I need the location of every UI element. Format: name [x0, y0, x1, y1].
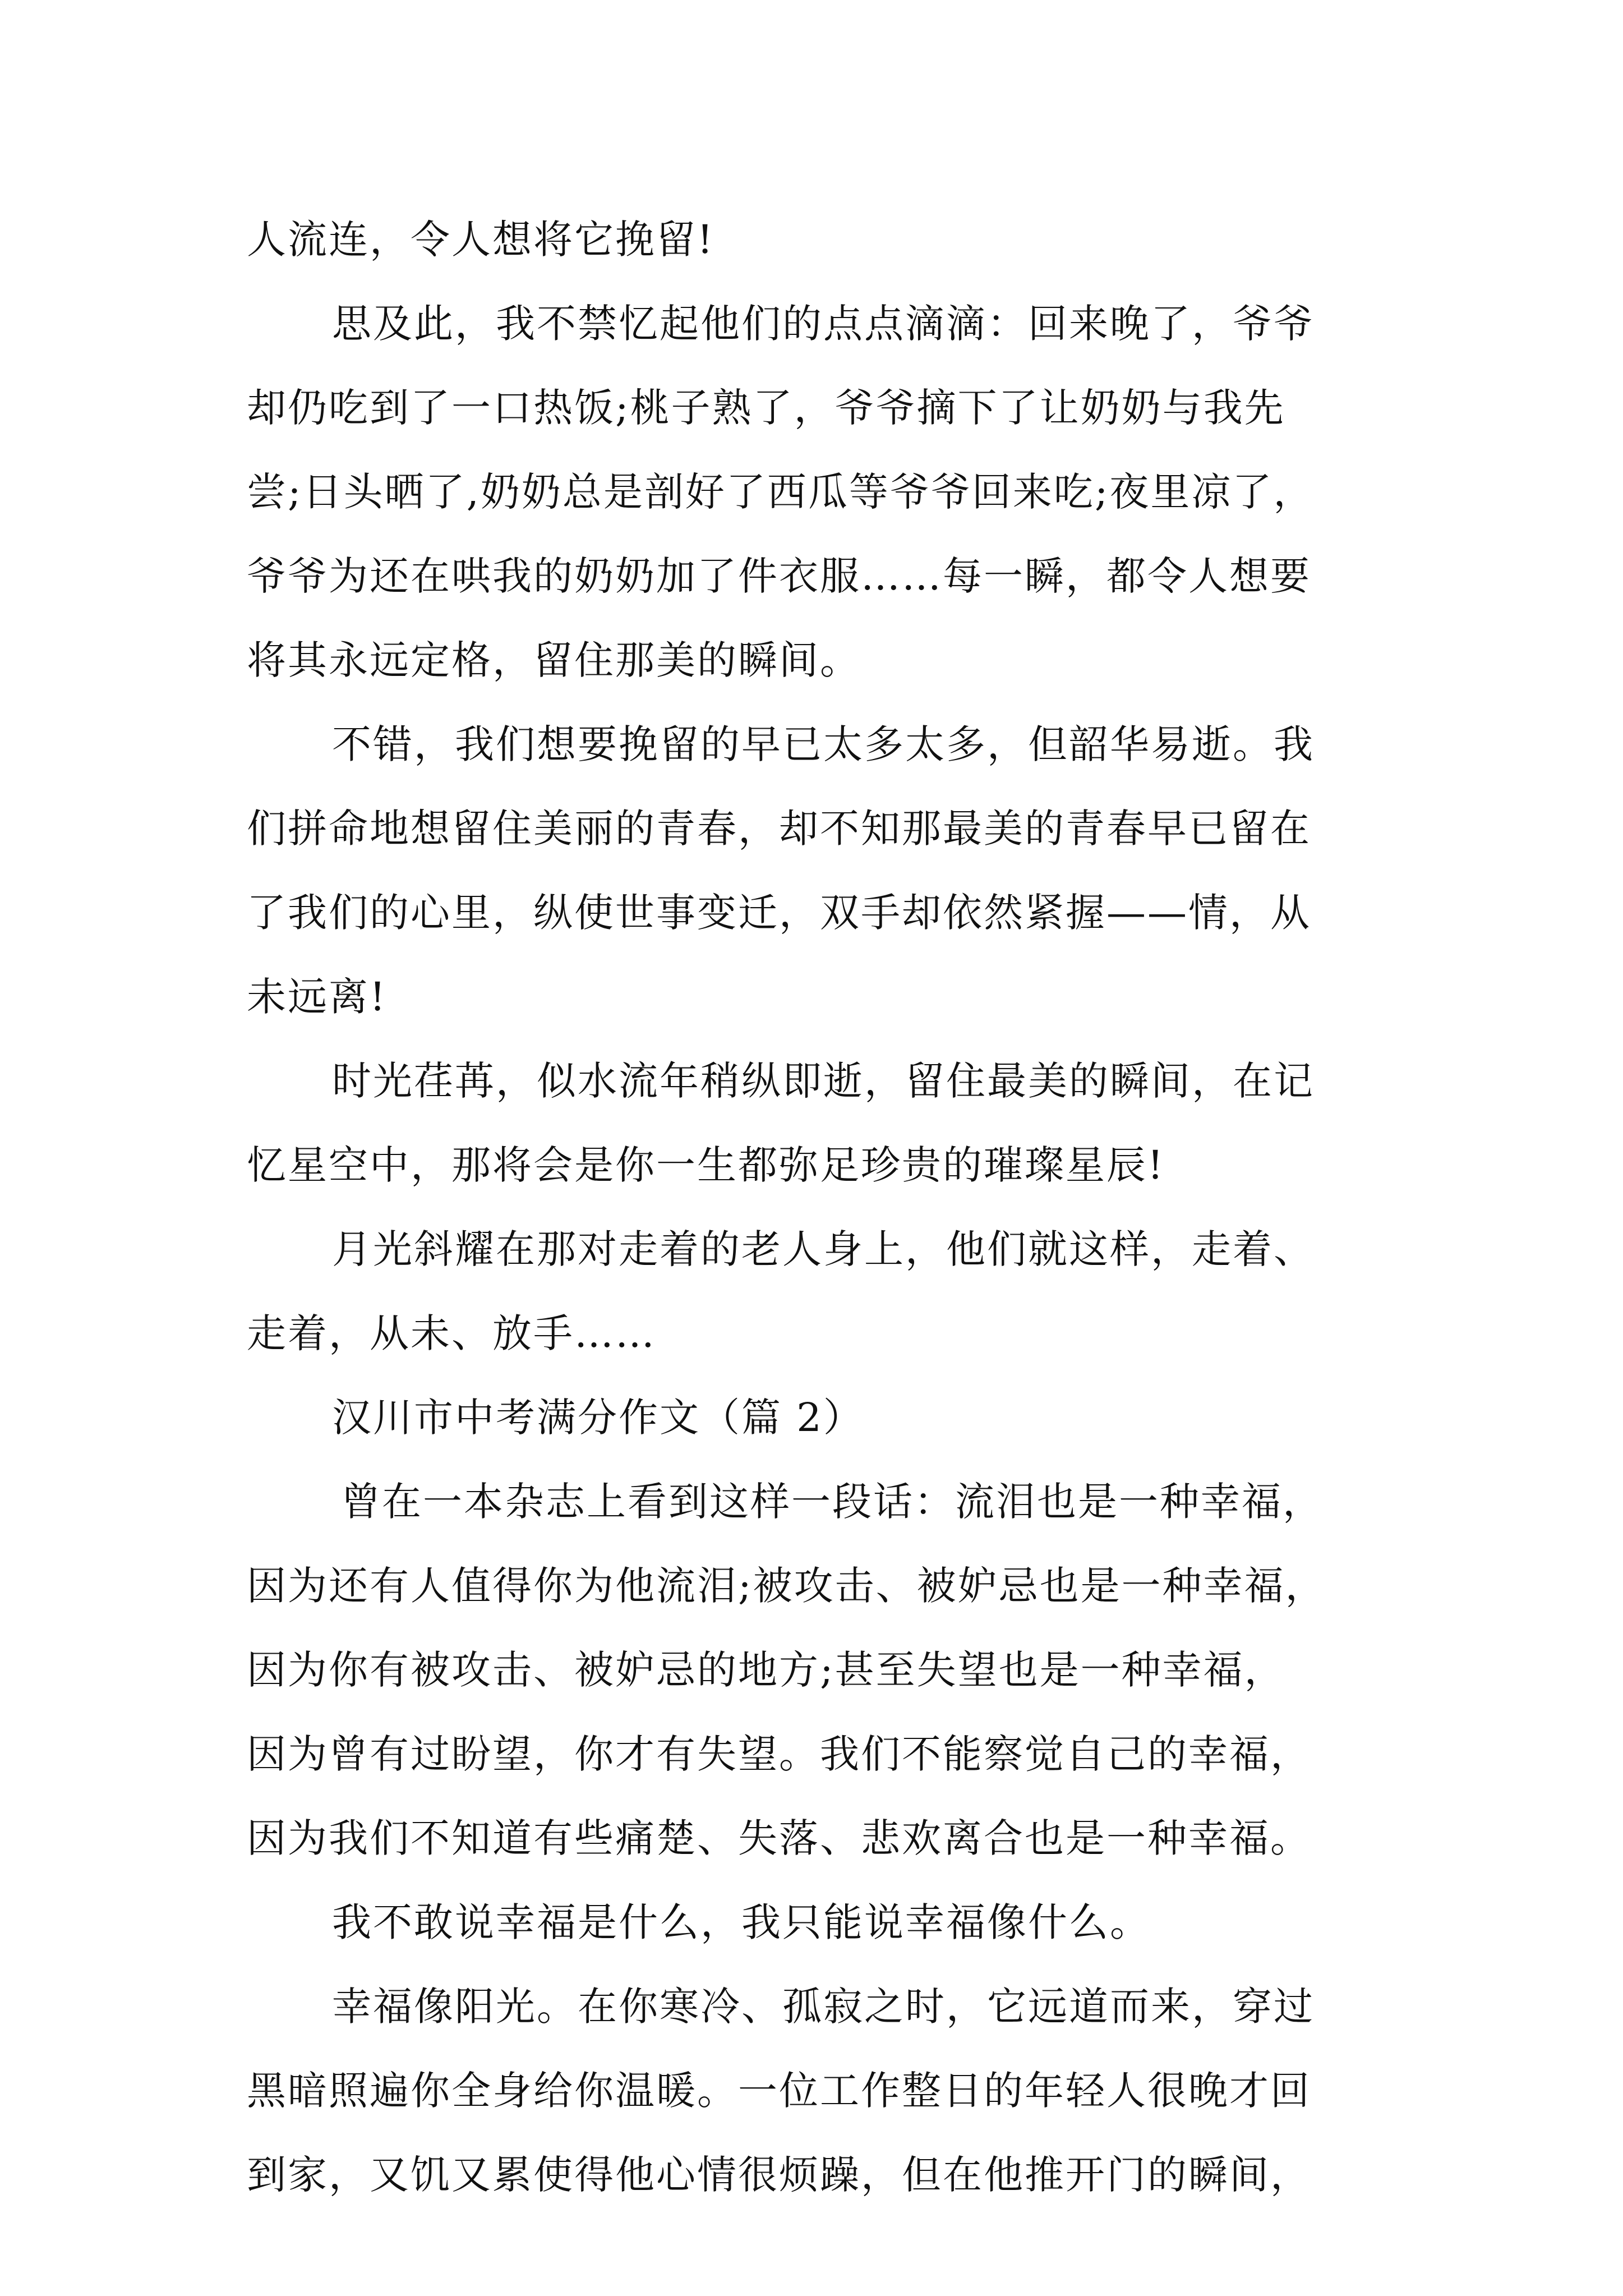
text-line: 因为还有人值得你为他流泪;被攻击、被妒忌也是一种幸福，	[247, 1563, 1326, 1609]
text-line: 到家，又饥又累使得他心情很烦躁，但在他推开门的瞬间，	[247, 2152, 1311, 2198]
text-line: 人流连，令人想将它挽留!	[247, 217, 715, 263]
paragraph-first-line: 思及此，我不禁忆起他们的点点滴滴：回来晚了，爷爷	[332, 301, 1315, 347]
paragraph-first-line: 月光斜耀在那对走着的老人身上，他们就这样，走着、	[332, 1226, 1315, 1272]
paragraph-first-line: 时光荏苒，似水流年稍纵即逝，留住最美的瞬间，在记	[332, 1058, 1315, 1104]
text-line: 因为我们不知道有些痛楚、失落、悲欢离合也是一种幸福。	[247, 1815, 1311, 1861]
text-line: 却仍吃到了一口热饭;桃子熟了，爷爷摘下了让奶奶与我先	[247, 385, 1285, 431]
section-heading: 汉川市中考满分作文（篇 2）	[332, 1395, 864, 1441]
text-line: 将其永远定格，留住那美的瞬间。	[247, 637, 861, 683]
text-line: 未远离!	[247, 974, 388, 1020]
text-line: 黑暗照遍你全身给你温暖。一位工作整日的年轻人很晚才回	[247, 2068, 1311, 2114]
text-line: 因为你有被攻击、被妒忌的地方;甚至失望也是一种幸福，	[247, 1647, 1285, 1693]
text-line: 走着，从未、放手……	[247, 1310, 656, 1356]
text-line: 爷爷为还在哄我的奶奶加了件衣服……每一瞬，都令人想要	[247, 553, 1311, 599]
paragraph-first-line: 我不敢说幸福是什么，我只能说幸福像什么。	[332, 1899, 1151, 1945]
text-line: 们拼命地想留住美丽的青春，却不知那最美的青春早已留在	[247, 806, 1311, 852]
text-line: 因为曾有过盼望，你才有失望。我们不能察觉自己的幸福，	[247, 1731, 1311, 1777]
paragraph-first-line: 幸福像阳光。在你寒冷、孤寂之时，它远道而来，穿过	[332, 1984, 1315, 2030]
document-body	[247, 197, 1413, 2217]
text-line: 尝;日头晒了,奶奶总是剖好了西瓜等爷爷回来吃;夜里凉了，	[247, 469, 1315, 515]
text-line: 忆星空中，那将会是你一生都弥足珍贵的璀璨星辰!	[247, 1142, 1165, 1188]
paragraph-first-line: 不错，我们想要挽留的早已太多太多，但韶华易逝。我	[332, 721, 1315, 767]
paragraph-first-line: 曾在一本杂志上看到这样一段话：流泪也是一种幸福，	[341, 1479, 1324, 1525]
text-line: 了我们的心里，纵使世事变迁，双手却依然紧握——情，从	[247, 890, 1311, 936]
